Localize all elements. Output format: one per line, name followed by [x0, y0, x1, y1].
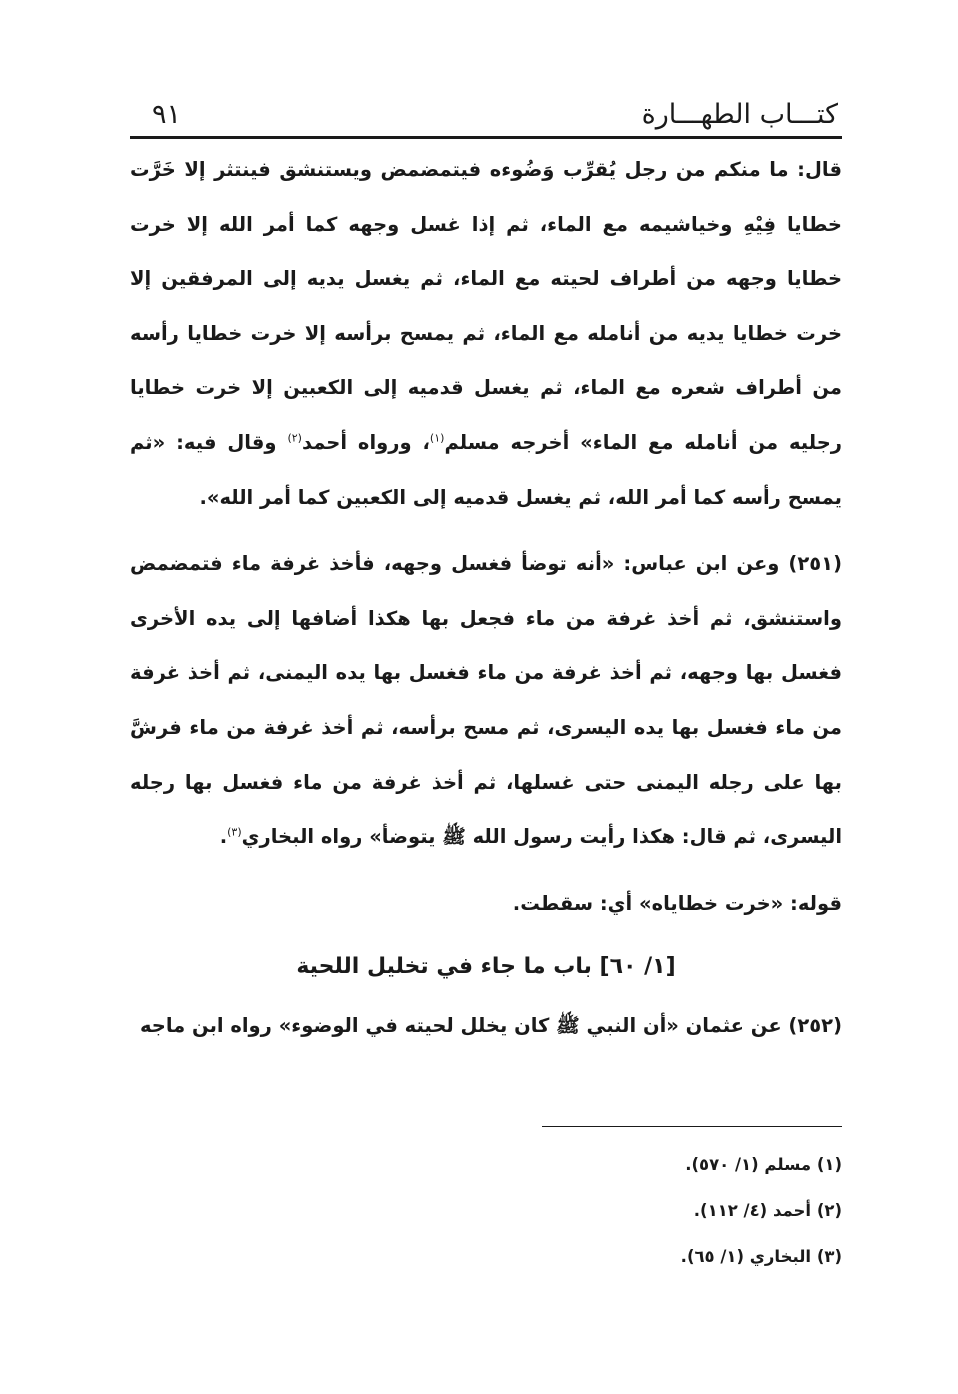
paragraph-text: وقال فيه: «ثم يمسح رأسه كما أمر الله، ثم يغسل قدميه إلى الكعبين كما أمر الله». [130, 430, 842, 509]
book-page [130, 96, 842, 1336]
paragraph-explanation [130, 877, 842, 932]
paragraph-text: (٢٥١) وعن ابن عباس: «أنه توضأ فغسل وجهه، فأخذ غرفة ماء فتمضمض واستنشق، ثم أخذ غرفة من ماء فجعل بها هكذا أضافها إلى يده الأخرى فغسل بها وجهه، ثم أخذ غرفة من ماء فغسل بها يده اليمنى، ثم أخذ غرفة من ماء فغسل بها يده اليسرى، ثم مسح برأسه، ثم أخذ غرفة من ماء فرشَّ بها على رجله اليمنى حتى غسلها، ثم أخذ غرفة من ماء فغسل بها رجله اليسرى، ثم قال: هكذا رأيت رسول الله ﷺ يتوضأ» رواه البخاري [130, 552, 842, 849]
footnote-marker-2: (٢) [287, 431, 302, 445]
body-text [130, 143, 842, 1054]
paragraph-text: . [219, 825, 228, 849]
running-header [130, 96, 842, 139]
page-number: ٩١ [152, 99, 182, 130]
paragraph-hadith-252 [130, 999, 842, 1054]
footnote-marker-3: (٣) [227, 825, 242, 839]
chapter-title: كتـــاب الطهـــارة [641, 99, 838, 130]
paragraph-hadith-251 [130, 537, 842, 865]
paragraph-text: قال: ما منكم من رجل يُقرِّب وَضُوءه فيتمضمض ويستنشق فينتثر إلا خَرَّت خطايا فِيْهِ وخياشيمه مع الماء، ثم إذا غسل وجهه كما أمر الله إلا خرت خطايا وجهه من أطراف لحيته مع الماء، ثم يغسل يديه إلى المرفقين إلا خرت خطايا يديه من أنامله مع الماء، ثم يمسح برأسه إلا خرت خطايا رأسه من أطراف شعره مع الماء، ثم يغسل قدميه إلى الكعبين إلا خرت خطايا رجليه من أنامله مع الماء» أخرجه مسلم [130, 158, 843, 454]
footnote-3: (٣) البخاري (١/ ٦٥). [680, 1247, 842, 1266]
footnote-marker-1: (١) [429, 431, 445, 445]
footnote-1: (١) مسلم (١/ ٥٧٠). [685, 1155, 842, 1174]
paragraph-text: (٢٥٢) عن عثمان «أن النبي ﷺ كان يخلل لحيته في الوضوء» رواه ابن ماجه [139, 1014, 842, 1038]
footnote-2: (٢) أحمد (٤/ ١١٢). [693, 1201, 842, 1220]
footnotes [130, 1142, 842, 1280]
section-heading: [١/ ٦٠] باب ما جاء في تخليل اللحية [296, 954, 676, 980]
footnote-separator [542, 1126, 842, 1127]
paragraph-text: قوله: «خرت خطاياه» أي: سقطت. [512, 891, 842, 915]
paragraph-text: ، ورواه أحمد [301, 430, 430, 454]
paragraph-hadith-250-continuation [130, 143, 842, 525]
